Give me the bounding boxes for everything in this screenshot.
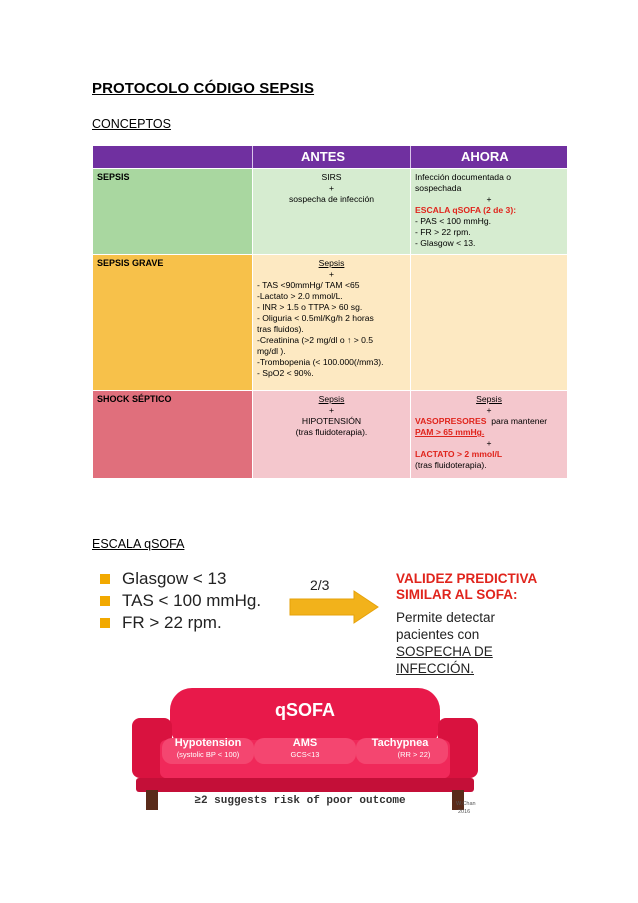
row-label-sepsis-grave: SEPSIS GRAVE — [93, 255, 252, 390]
table-row-shock-septico — [93, 391, 567, 478]
grave-antes — [253, 255, 410, 390]
shock-ahora-line: Sepsis — [476, 394, 502, 404]
grave-antes-line: - SpO2 < 90%. — [257, 368, 314, 378]
table-header — [93, 146, 567, 168]
shock-ahora-line: + — [486, 438, 492, 448]
list-item — [100, 590, 261, 612]
square-bullet-icon — [100, 596, 110, 606]
sepsis-ahora-line: - Glasgow < 13. — [415, 238, 476, 248]
sofa-base — [136, 778, 474, 792]
hypotension-detail: (systolic BP < 100) — [176, 750, 240, 759]
page-title: PROTOCOLO CÓDIGO SEPSIS — [92, 80, 315, 97]
sepsis-ahora-line: sospechada — [415, 183, 462, 193]
row-label-sepsis: SEPSIS — [93, 169, 252, 254]
sepsis-ahora-line: Infección documentada o — [415, 172, 512, 182]
tachypnea-label: Tachypnea — [371, 737, 429, 749]
permite-line: SOSPECHA DE — [396, 644, 493, 659]
lactato-label: LACTATO > 2 mmol/L — [415, 449, 503, 459]
criterion-text: Glasgow < 13 — [122, 569, 227, 588]
qsofa-scale-label: ESCALA qSOFA (2 de 3): — [415, 205, 517, 215]
list-item — [100, 568, 261, 590]
sepsis-ahora-line: - FR > 22 rpm. — [415, 227, 471, 237]
sepsis-antes — [253, 169, 410, 254]
square-bullet-icon — [100, 618, 110, 628]
pam-label: PAM > 65 mmHg. — [415, 427, 485, 437]
grave-antes-line: Sepsis — [318, 258, 345, 268]
tachypnea-detail: (RR > 22) — [397, 750, 431, 759]
right-arrow-icon — [288, 589, 382, 625]
permite-line: Permite detectar — [396, 610, 496, 625]
criterion-text: TAS < 100 mmHg. — [122, 591, 262, 610]
sepsis-antes-line: + — [328, 183, 335, 193]
list-item — [100, 612, 261, 634]
permite-text — [396, 609, 495, 677]
shock-antes-line: + — [328, 405, 335, 415]
fraction-label: 2/3 — [310, 577, 330, 593]
sofa-leg — [146, 790, 158, 810]
vasopresores-label: VASOPRESORES — [415, 416, 487, 426]
sepsis-ahora — [411, 169, 567, 254]
grave-antes-line: - TAS <90mmHg/ TAM <65 — [257, 280, 360, 290]
table-row-sepsis-grave — [93, 255, 567, 390]
ams-detail: GCS<13 — [290, 750, 320, 759]
validez-line: SIMILAR AL SOFA: — [396, 587, 518, 602]
credit-author: W.Chan — [456, 801, 476, 807]
shock-antes-line: HIPOTENSIÓN — [301, 416, 362, 426]
sepsis-antes-line: SIRS — [321, 172, 342, 182]
grave-antes-line: tras fluidos). — [257, 324, 304, 334]
grave-antes-line: -Lactato > 2.0 mmol/L. — [257, 291, 343, 301]
grave-antes-line: + — [328, 269, 335, 279]
sepsis-comparison-table — [93, 146, 567, 478]
sepsis-antes-line: sospecha de infección — [288, 194, 375, 204]
table-row-sepsis — [93, 169, 567, 254]
grave-antes-line: -Creatinina (>2 mg/dl o ↑ > 0.5 — [257, 335, 374, 345]
validez-text — [396, 571, 537, 603]
shock-ahora — [411, 391, 567, 478]
permite-line: INFECCIÓN. — [396, 661, 475, 676]
ams-label: AMS — [292, 737, 318, 749]
validez-line: VALIDEZ PREDICTIVA — [396, 571, 538, 586]
permite-line: pacientes con — [396, 627, 480, 642]
qsofa-criteria-list — [100, 568, 261, 634]
row-label-shock-septico: SHOCK SÉPTICO — [93, 391, 252, 478]
hypotension-label: Hypotension — [174, 737, 242, 749]
qsofa-sofa-infographic — [130, 684, 480, 820]
grave-antes-line: mg/dl ). — [257, 346, 286, 356]
shock-antes-line: (tras fluidoterapia). — [295, 427, 368, 437]
shock-antes — [253, 391, 410, 478]
sofa-leg — [452, 790, 464, 810]
grave-ahora-empty — [411, 255, 567, 390]
shock-ahora-line: + — [486, 405, 492, 415]
section-heading-conceptos: CONCEPTOS — [92, 117, 171, 131]
shock-ahora-line: (tras fluidoterapia). — [415, 460, 487, 470]
infographic-footer: ≥2 suggests risk of poor outcome — [194, 795, 406, 807]
grave-antes-line: -Trombopenia (< 100.000(/mm3). — [257, 357, 384, 367]
header-ahora: AHORA — [461, 149, 509, 164]
shock-ahora-line: para mantener — [491, 416, 548, 426]
credit-year: 2016 — [458, 809, 471, 815]
shock-antes-line: Sepsis — [318, 394, 345, 404]
square-bullet-icon — [100, 574, 110, 584]
grave-antes-line: - Oliguria < 0.5ml/Kg/h 2 horas — [257, 313, 374, 323]
header-antes: ANTES — [301, 149, 346, 164]
sepsis-ahora-line: - PAS < 100 mmHg. — [415, 216, 492, 226]
section-heading-qsofa: ESCALA qSOFA — [92, 537, 185, 551]
sepsis-ahora-line: + — [486, 194, 492, 204]
criterion-text: FR > 22 rpm. — [122, 613, 222, 632]
grave-antes-line: - INR > 1.5 o TTPA > 60 sg. — [257, 302, 363, 312]
infographic-title: qSOFA — [274, 700, 336, 720]
